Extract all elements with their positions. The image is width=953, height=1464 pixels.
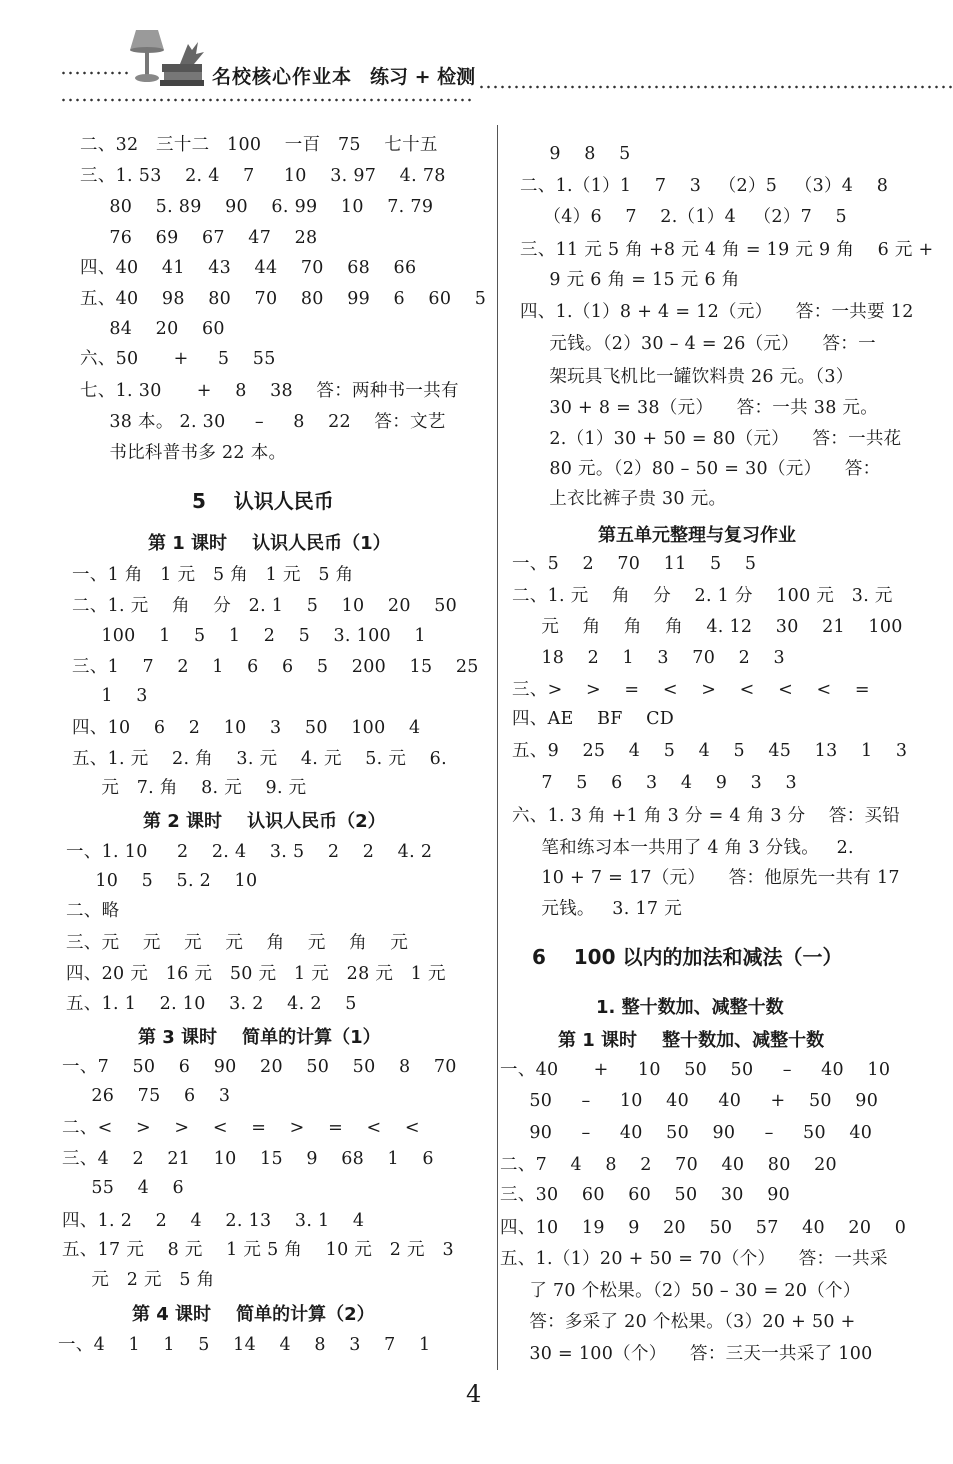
header-dots-top-left [60, 70, 128, 76]
answer-line: 7 5 6 3 4 9 3 3 [512, 773, 797, 793]
answer-line: 9 元 6 角 = 15 元 6 角 [520, 270, 740, 290]
answer-line: 一、5 2 70 11 5 5 [512, 554, 757, 574]
answer-line: 76 69 67 47 28 [80, 228, 318, 248]
answer-line: 四、1.（1）8 + 4 = 12（元） 答：一共要 12 [520, 302, 914, 322]
answer-line: 五、1. 1 2. 10 3. 2 4. 2 5 [66, 994, 357, 1014]
column-divider [497, 125, 498, 1370]
answer-line: 元 2 元 5 角 [62, 1270, 215, 1290]
header-subtitle: 练习 + 检测 [370, 66, 476, 88]
answer-line: 五、1.（1）20 + 50 = 70（个） 答：一共采 [500, 1249, 888, 1269]
answer-line: 10 + 7 = 17（元） 答：他原先一共有 17 [512, 868, 900, 888]
answer-line: 二、略 [66, 901, 120, 921]
answer-line: 三、1. 53 2. 4 7 10 3. 97 4. 78 [80, 166, 446, 186]
answer-line: 四、10 6 2 10 3 50 100 4 [72, 718, 421, 738]
answer-line: 三、4 2 21 10 15 9 68 1 6 [62, 1149, 434, 1169]
answer-line: 三、元 元 元 元 角 元 角 元 [66, 933, 409, 953]
answer-line: 六、50 + 5 55 [80, 349, 276, 369]
page-header [0, 0, 953, 110]
answer-line: 二、< > > < = > = < < [62, 1118, 420, 1138]
answer-line: 六、1. 3 角 +1 角 3 分 = 4 角 3 分 答：买铅 [512, 806, 901, 826]
answer-line: 元钱。 3. 17 元 [512, 899, 682, 919]
answer-line: 二、1.（1）1 7 3 （2）5 （3）4 8 [520, 176, 889, 196]
answer-line: 元钱。（2）30 – 4 = 26（元） 答：一 [520, 334, 876, 354]
lamp-books-icon [118, 24, 218, 88]
answer-line: 书比科普书多 22 本。 [80, 443, 287, 463]
answer-line: 30 + 8 = 38（元） 答：一共 38 元。 [520, 398, 879, 418]
lesson-title: 第 1 课时 认识人民币（1） [148, 533, 391, 554]
answer-line: 四、20 元 16 元 50 元 1 元 28 元 1 元 [66, 964, 446, 984]
answer-line: 80 5. 89 90 6. 99 10 7. 79 [80, 197, 434, 217]
answer-line: 一、7 50 6 90 20 50 50 8 70 [62, 1057, 457, 1077]
header-dots-bottom [60, 97, 472, 103]
answer-line: 答：多采了 20 个松果。（3）20 + 50 + [500, 1312, 856, 1332]
header-title: 名校核心作业本 [212, 66, 353, 88]
answer-line: 55 4 6 [62, 1178, 184, 1198]
answer-line: 26 75 6 3 [62, 1086, 231, 1106]
answer-line: 1 3 [72, 686, 148, 706]
lesson-title: 第 4 课时 简单的计算（2） [132, 1304, 375, 1325]
answer-line: （4）6 7 2.（1）4 （2）7 5 [520, 207, 847, 227]
answer-line: 一、40 + 10 50 50 – 40 10 [500, 1060, 891, 1080]
answer-line: 三、30 60 60 50 30 90 [500, 1185, 791, 1205]
answer-line: 9 8 5 [520, 144, 631, 164]
lesson-title: 第 1 课时 整十数加、减整十数 [558, 1030, 825, 1051]
lesson-title: 第 2 课时 认识人民币（2） [143, 811, 386, 832]
answer-line: 四、1. 2 2 4 2. 13 3. 1 4 [62, 1211, 365, 1231]
answer-line: 二、7 4 8 2 70 40 80 20 [500, 1155, 837, 1175]
part-title: 1. 整十数加、减整十数 [596, 997, 784, 1018]
page-number: 4 [466, 1380, 482, 1408]
answer-line: 五、40 98 80 70 80 99 6 60 5 [80, 289, 487, 309]
answer-line: 84 20 60 [80, 319, 225, 339]
answer-line: 架玩具飞机比一罐饮料贵 26 元。（3） [520, 367, 854, 387]
answer-line: 笔和练习本一共用了 4 角 3 分钱。 2. [512, 838, 854, 858]
answer-line: 七、1. 30 + 8 38 答：两种书一共有 [80, 381, 459, 401]
answer-line: 80 元。（2）80 – 50 = 30（元） 答： [520, 459, 881, 479]
answer-line: 三、1 7 2 1 6 6 5 200 15 25 [72, 657, 479, 677]
answer-line: 2.（1）30 + 50 = 80（元） 答：一共花 [520, 429, 902, 449]
answer-line: 五、1. 元 2. 角 3. 元 4. 元 5. 元 6. [72, 749, 447, 769]
answer-line: 三、> > = < > < < < = [512, 680, 870, 700]
answer-line: 二、1. 元 角 分 2. 1 5 10 20 50 [72, 596, 458, 616]
lesson-title: 第 3 课时 简单的计算（1） [138, 1027, 381, 1048]
answer-line: 一、1. 10 2 2. 4 3. 5 2 2 4. 2 [66, 842, 433, 862]
answer-line: 一、4 1 1 5 14 4 8 3 7 1 [58, 1335, 431, 1355]
answer-line: 30 = 100（个） 答：三天一共采了 100 [500, 1344, 873, 1364]
answer-line: 三、11 元 5 角 +8 元 4 角 = 19 元 9 角 6 元 + [520, 240, 934, 260]
answer-line: 18 2 1 3 70 2 3 [512, 648, 785, 668]
header-dots-top-right [478, 84, 953, 90]
answer-line: 10 5 5. 2 10 [66, 871, 258, 891]
answer-line: 二、32 三十二 100 一百 75 七十五 [80, 135, 438, 155]
review-title: 第五单元整理与复习作业 [598, 525, 796, 546]
answer-line: 元 7. 角 8. 元 9. 元 [72, 778, 307, 798]
answer-line: 四、10 19 9 20 50 57 40 20 0 [500, 1218, 907, 1238]
answer-line: 100 1 5 1 2 5 3. 100 1 [72, 626, 426, 646]
answer-line: 五、17 元 8 元 1 元 5 角 10 元 2 元 3 [62, 1240, 454, 1260]
answer-line: 四、40 41 43 44 70 68 66 [80, 258, 417, 278]
answer-line: 二、1. 元 角 分 2. 1 分 100 元 3. 元 [512, 586, 893, 606]
answer-line: 一、1 角 1 元 5 角 1 元 5 角 [72, 565, 354, 585]
answer-line: 五、9 25 4 5 4 5 45 13 1 3 [512, 741, 908, 761]
section-title: 5 认识人民币 [192, 489, 334, 513]
section-title: 6 100 以内的加法和减法（一） [532, 945, 843, 969]
answer-line: 四、AE BF CD [512, 709, 675, 729]
answer-line: 50 – 10 40 40 + 50 90 [500, 1091, 879, 1111]
answer-line: 了 70 个松果。（2）50 – 30 = 20（个） [500, 1281, 861, 1301]
answer-line: 90 – 40 50 90 – 50 40 [500, 1123, 873, 1143]
answer-line: 上衣比裤子贵 30 元。 [520, 489, 727, 509]
answer-line: 38 本。 2. 30 – 8 22 答：文艺 [80, 412, 446, 432]
answer-line: 元 角 角 角 4. 12 30 21 100 [512, 617, 903, 637]
